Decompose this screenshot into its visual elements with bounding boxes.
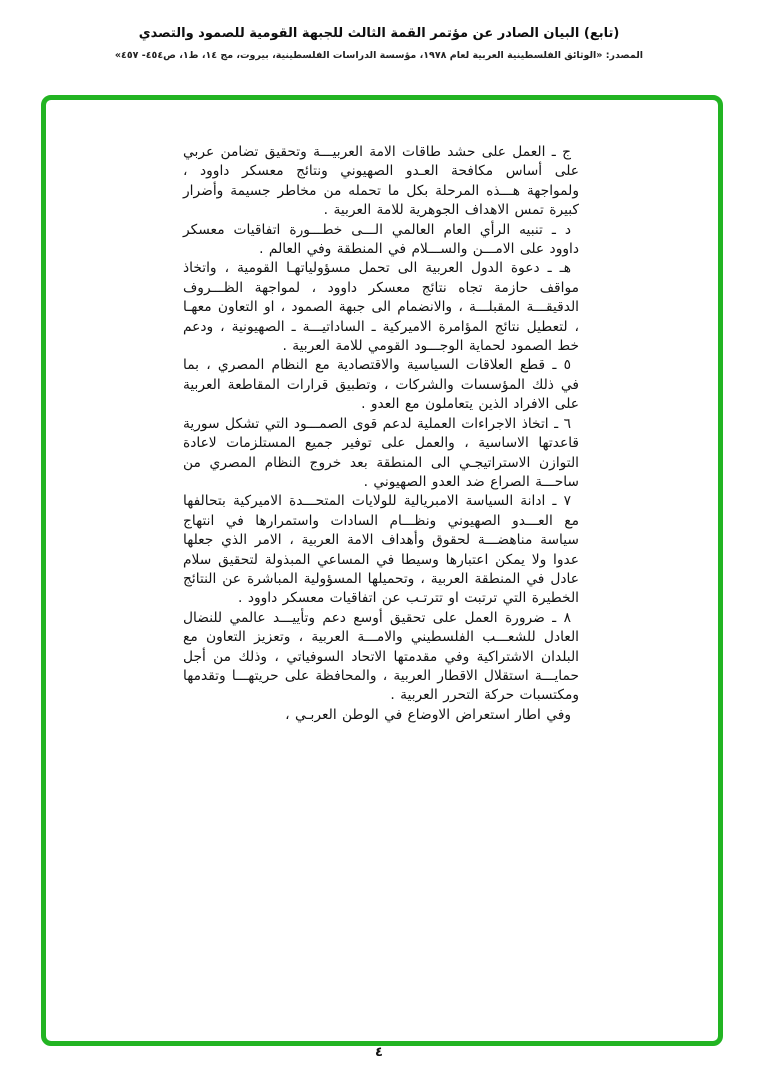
paragraph-item-6: ٦ ـ اتخاذ الاجراءات العملية لدعم قوى الصمـــود التي تشكل سورية قاعدتها الاساسية ، والعمل على توفير جميع المستلزمات لاعادة التوازن الاستراتيجـي الى المنطقة بعد خروج النظام المصري من ساحـــة الصراع ضد العدو الصهيوني . [183,415,579,490]
document-title: (تابع) البيان الصادر عن مؤتمر القمة الثالث للجبهة القومية للصمود والتصدي [138,26,620,41]
page-header [0,0,758,61]
paragraph-item-j: ج ـ العمل على حشد طاقات الامة العربيـــة وتحقيق تضامن عربي على أساس مكافحة العـدو الصهيوني ونتائج معسكر داوود ، ولمواجهة هـــذه المرحلة بكل ما تحمله من مخاطر جسيمة وأضرار كبيرة تمس الاهداف الجوهرية للامة العربية . [183,144,579,219]
paragraph-item-7: ٧ ـ ادانة السياسة الامبريالية للولايات المتحـــدة الاميركية بتحالفها مع العـــدو الصهيوني ونظـــام السادات واستمرارها في انتهاج سياسة مناهضـــة لحقوق وأهداف الامة العربية ، الامر الذي جعلها عدوا ولا يمكن اعتبارها وسيطا في المساعي المبذولة لتحقيق سلام عادل في المنطقة العربية ، وتحميلها المسؤولية المباشرة عن النتائج الخطيرة التي ترتبت او تترتـب عن اتفاقيات معسكر داوود . [183,493,579,607]
source-citation: المصدر: «الوثائق الفلسطينية العربية لعام ١٩٧٨، مؤسسة الدراسات الفلسطينية، بيروت، مج ١٤، ط١، ص٤٥٤- ٤٥٧» [114,50,644,61]
paragraph-item-8: ٨ ـ ضرورة العمل على تحقيق أوسع دعم وتأييـــد عالمي للنضال العادل للشعـــب الفلسطيني والامـــة العربية ، وتعزيز التعاون مع البلدان الاشتراكية وفي مقدمتها الاتحاد السوفياتي ، وذلك من أجل حمايـــة استقلال الاقطار العربية ، والمحافظة على حريتهـــا وتقدمها ومكتسبات حركة التحرر العربية . [183,609,579,704]
paragraph-closing-line: وفي اطار استعراض الاوضاع في الوطن العربـي ، [285,706,571,723]
paragraph-item-h: هـ ـ دعوة الدول العربية الى تحمل مسؤولياتهـا القومية ، واتخاذ مواقف حازمة تجاه نتائج معسكر داوود ، لمواجهة الظـــروف الدقيقـــة المقبلـــة ، والانضمام الى جبهة الصمود ، او التعاون معهـا ، لتعطيل نتائج المؤامرة الاميركية ـ الساداتيـــة ـ الصهيونية ، ودعم خط الصمود لحماية الوجـــود القومي للامة العربية . [183,260,579,355]
paragraph-item-5: ٥ ـ قطع العلاقات السياسية والاقتصادية مع النظام المصري ، بما في ذلك المؤسسات والشركات ، وتطبيق قرارات المقاطعة العربية على الافراد الذين يتعاملون مع العدو . [183,357,579,413]
page-number: ٤ [375,1045,383,1060]
paragraph-item-d: د ـ تنبيه الرأي العام العالمي الـــى خطـــورة اتفاقيات معسكر داوود على الامـــن والســـلام في المنطقة وفي العالم . [183,221,579,258]
body-text-column [183,143,579,725]
